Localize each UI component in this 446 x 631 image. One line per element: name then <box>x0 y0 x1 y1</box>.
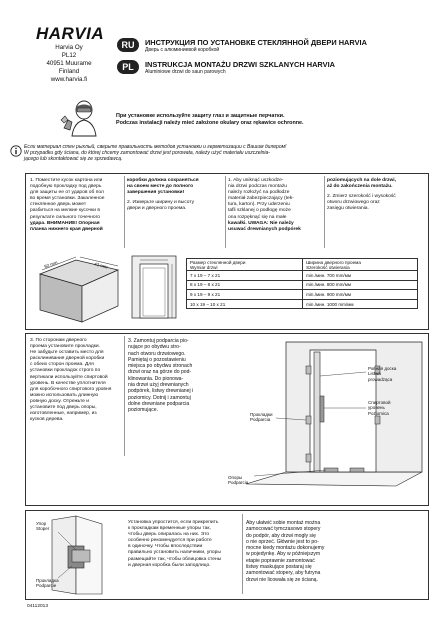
step-3-pl-line: dolne drewniane podparcia <box>128 400 190 407</box>
step-1-ru-line: подобную прокладку под дверь <box>30 184 102 190</box>
table-row <box>187 299 418 309</box>
step-4-pl-line: etapie poprawnie zamontować <box>246 557 315 564</box>
table-cell: min./мин. 800 mm/мм <box>303 280 418 290</box>
label-board <box>368 366 396 382</box>
label-shim-ru: Прокладка <box>36 578 59 583</box>
safety-ru: При установке используйте защиту глаз и защитные перчатки. <box>116 113 285 119</box>
label-stopper-pl: Stoper <box>36 526 50 532</box>
step-2-ru-line: 2. Измерьте ширину и высоту <box>127 200 195 206</box>
column-divider <box>225 176 226 248</box>
subtitle-ru: Дверь с алюминиевой коробкой <box>145 47 220 53</box>
step-4-ru-line: к прокладкам временные упоры так, <box>128 526 211 532</box>
table-cell: min./мин. 900 mm/мм <box>303 290 418 300</box>
step-2-pl-line: otworu drzwiowego oraz <box>327 200 380 206</box>
table-cell: min./мин. 700 mm/мм <box>303 271 418 281</box>
step-1-ru-cont: завершения установки! <box>127 190 185 196</box>
label-level-ru-2: уровень <box>368 405 385 411</box>
step-3-pl-line: nia drzwi użyj drewnianych <box>128 382 189 389</box>
info-icon <box>10 145 22 157</box>
step-3-pl-line: miejsca po obydwu stronach <box>128 363 193 370</box>
table-cell: 7 x 19 – 7 x 21 <box>187 271 303 281</box>
step-4-pl-line: Aby ułatwić sobie montaż można <box>246 520 321 526</box>
step-4-pl-line: listwy maskujące postaraj się <box>246 564 312 571</box>
step-3-ru-line: для коробочного спиртового уровня <box>30 386 112 392</box>
safety-pl: Podczas instalacji należy mieć założone okulary oraz rękawice ochronne. <box>116 120 304 126</box>
title-ru: ИНСТРУКЦИЯ ПО УСТАНОВКЕ СТЕКЛЯННОЙ ДВЕРИ HARVIA <box>145 38 367 47</box>
step-4-ru-line: правильно установить наличники, упоры <box>128 550 221 556</box>
step-3-pl-line: poziomicy. Dotnij i zamontuj <box>128 394 191 401</box>
step-4-ru-line: чтобы дверь опиралась на них. Это <box>128 532 210 538</box>
step-4-pl-line: do podpór, aby drzwi mogły się <box>246 532 316 539</box>
step-3-ru-line: уровень. В качестве уплотнителя <box>30 380 106 386</box>
step-1-pl-col-2 <box>327 178 425 212</box>
dimension-depth: 42 mm <box>93 261 109 270</box>
step-3-pl-line: podpórek, listwy drewnianej i <box>128 388 194 395</box>
label-supports-ru: Опоры <box>228 475 243 480</box>
step-4-ru-line: в одиночку. Чтобы впоследствии <box>128 544 203 550</box>
dimension-width: 92 mm <box>43 259 59 270</box>
step-3-ru-line: можно использовать длинную <box>30 392 99 398</box>
step-1-ru-line: во время установки. Закаленное <box>30 196 105 202</box>
company-city: 40951 Muurame <box>46 60 92 67</box>
label-shims-ru: Прокладки <box>250 412 273 417</box>
step-3-ru-line: Не забудьте оставить место для <box>30 350 104 356</box>
table-row <box>187 280 418 290</box>
step-1-pl-line: należy rozłożyć na podłodze <box>228 190 290 196</box>
step-3-pl-line: 3. Zamontuj podparcia pio- <box>128 338 189 344</box>
step-1-pl-line: kawałki. UWAGA: Nie należy <box>228 220 294 226</box>
title-pl: INSTRUKCJA MONTAŻU DRZWI SZKLANYCH HARVIA <box>145 60 335 69</box>
column-divider <box>242 514 243 594</box>
step-1-ru-line: удара. ВНИМАНИЕ! Опорная <box>30 220 100 226</box>
label-level-ru-1: Спиртовой <box>368 400 391 405</box>
table-cell: 9 x 19 – 9 x 21 <box>187 290 303 300</box>
step-1-pl-line: 1. Aby uniknąć uszkodze- <box>228 178 284 183</box>
step-3-ru-line: установки прокладок строго по <box>30 368 101 374</box>
step-3-pl-line: drzwi oraz na górze do pod- <box>128 369 192 376</box>
label-stopper <box>36 521 49 532</box>
step-4-pl-line: drzwi nie licowała się ze ścianą. <box>246 576 318 583</box>
step-3-pl-line: Pamiętaj o pozostawieniu <box>128 356 186 363</box>
label-supports <box>228 475 248 486</box>
label-shims-pl: Podparcia <box>250 417 271 423</box>
note-text <box>24 144 286 163</box>
step-3-ru-line: вертикали используйте спиртовой <box>30 374 108 380</box>
subtitle-pl: Aluminiowe drzwi do saun parowych <box>145 69 226 75</box>
header-ru <box>145 38 367 53</box>
step-1-pl-line: materiał zabezpieczający (tek- <box>228 196 294 202</box>
header-pl <box>145 60 335 75</box>
size-table <box>186 258 418 309</box>
table-row <box>187 271 418 281</box>
label-supports-pl: Podparcia <box>228 480 249 486</box>
size-table-head-left <box>187 259 303 271</box>
step-4-pl-col <box>246 520 356 583</box>
step-3-ru-line: ровную доску. Отрежьте и <box>30 398 89 404</box>
safety-person-icon <box>58 98 106 138</box>
step-3-ru-col <box>30 338 122 423</box>
label-shim-pl: Podparcie <box>36 583 57 589</box>
document-code: 04112013 <box>27 604 48 609</box>
step-1-ru-line: стеклянное дверь может <box>30 202 87 208</box>
label-level <box>368 400 390 416</box>
step-1-ru-line: результате сильного точечного <box>30 214 100 220</box>
size-table-head-left-ru: Размер стеклянной двери <box>190 260 246 265</box>
step-2-ru-line: двери и дверного проема. <box>127 206 187 212</box>
table-cell: 8 x 19 – 8 x 21 <box>187 280 303 290</box>
label-level-pl: Poziomica <box>368 410 389 416</box>
column-divider <box>324 176 325 248</box>
note-pl-1: W przypadku gdy ściana, do której chcemy zamontować drzwi jest porowata, należy użyć materiału uszczelnia- <box>24 150 270 157</box>
step-1-pl-col <box>228 178 321 233</box>
lang-badge-ru: RU <box>117 38 139 52</box>
step-4-pl-line: mocne kiedy montażu dokonujemy <box>246 545 325 552</box>
door-opening-diagram <box>128 252 180 324</box>
step-3-ru-line: 3. По сторонам дверного <box>30 338 87 343</box>
column-divider <box>124 336 125 456</box>
step-3-pl-col <box>128 338 221 414</box>
label-shim <box>36 578 59 589</box>
step-4-pl-line: w pojedynkę. Aby w późniejszym <box>246 551 321 558</box>
step-3-pl-line: nach otworu drzwiowego. <box>128 350 186 357</box>
size-table-head-right-pl: Szerokość otwierania <box>306 265 350 270</box>
note-pl-2: jącego lub skontaktować się ze sprzedawcą. <box>24 156 123 163</box>
step-1-pl-line: ona rozpęknąć się na małe <box>228 214 287 220</box>
step-1-pl-line: usuwać drewnianych podpórek <box>228 226 301 232</box>
step-4-ru-line: и дверная коробка были заподлицо. <box>128 562 211 568</box>
step-4-ru-line: размещайте так, чтобы облицовка стены <box>128 556 222 562</box>
step-4-pl-line: zamocować tymczasowo stopery <box>246 526 321 533</box>
step-4-ru-col <box>128 520 240 569</box>
step-1-ru-cont: коробки должна сохраняться <box>127 178 199 183</box>
step-4-pl-line: zamontować stopery, aby futryna <box>246 570 321 577</box>
step-1-ru-col-2 <box>127 178 223 212</box>
step-1-ru-line: разбиться на мелкие кусочки в <box>30 208 100 214</box>
step-1-pl-cont: aż do zakończenia montażu. <box>327 184 393 190</box>
company-address <box>34 44 104 84</box>
label-board-ru: Ровная доска <box>368 366 397 371</box>
step-1-ru-line: 1. Поместите кусок картона или <box>30 178 103 183</box>
step-2-pl-line: 2. Zmierz szerokość i wysokość <box>327 194 396 200</box>
step-4-ru-line: Установка упростится, если прикрепить <box>128 520 219 525</box>
step-3-ru-line: изготовленные, например, из <box>30 411 97 417</box>
company-name: Harvia Oy <box>55 44 83 51</box>
step-2-pl-line: zasięgu otwierania. <box>327 206 369 212</box>
note-ru: Если материал стен рыхлый, сверьте правильность методов установки и герметизации с Вашим дилером! <box>24 144 287 150</box>
company-po-box: PL12 <box>61 52 77 59</box>
table-row <box>187 290 418 300</box>
table-cell: min./мин. 1000 mm/мм <box>303 299 418 309</box>
harvia-logo: HARVIA <box>36 24 105 43</box>
table-cell: 10 x 19 – 10 x 21 <box>187 299 303 309</box>
safety-text <box>116 113 304 127</box>
step-1-ru-line: планка нижнего края дверной <box>30 226 103 232</box>
column-divider <box>124 176 125 248</box>
step-1-pl-line: tura, karton). Przy uderzeniu <box>228 202 290 208</box>
step-3-ru-line: с обеих сторон проема. Для <box>30 362 94 368</box>
step-1-pl-cont: poziomujących na dole drzwi, <box>327 178 397 183</box>
step-1-pl-line: nia drzwi podczas montażu <box>228 184 287 190</box>
step-3-pl-line: klinowania. Do pionowa- <box>128 375 184 382</box>
step-3-pl-line: poziomujące. <box>128 407 159 414</box>
step-1-ru-cont: на своем месте до полного <box>127 184 194 190</box>
step-1-ru-col <box>30 178 122 233</box>
label-board-pl-2: prowadząca <box>368 376 393 382</box>
size-table-head-left-pl: Wymiar drzwi <box>190 265 218 270</box>
lang-badge-pl: PL <box>117 60 139 74</box>
label-board-pl-1: Listwa <box>368 371 381 377</box>
size-table-head-right-ru: Ширина дверного проема <box>306 260 361 265</box>
step-1-pl-line: tafli szklanej o podłogę może <box>228 208 291 214</box>
step-3-ru-line: проема установите прокладки. <box>30 344 100 350</box>
label-shims <box>250 412 273 423</box>
step-1-ru-line: для защиты ее от ударов об пол <box>30 190 104 196</box>
step-3-pl-line: nujące po obydwu stro- <box>128 344 181 351</box>
company-web: www.harvia.fi <box>50 76 88 83</box>
company-country: Finland <box>58 68 80 75</box>
step-3-ru-line: кусков дерева. <box>30 417 64 423</box>
step-4-pl-line: o nie oprzeć. Głównie jest to po- <box>246 538 319 545</box>
size-table-head-right <box>303 259 418 271</box>
step-4-ru-line: особенно рекомендуется при работе <box>128 538 212 544</box>
step-3-ru-line: установите под дверь опоры, <box>30 405 97 411</box>
label-stopper-ru: Упор <box>36 521 47 526</box>
step-3-ru-line: расклинивания дверной коробки <box>30 356 105 362</box>
